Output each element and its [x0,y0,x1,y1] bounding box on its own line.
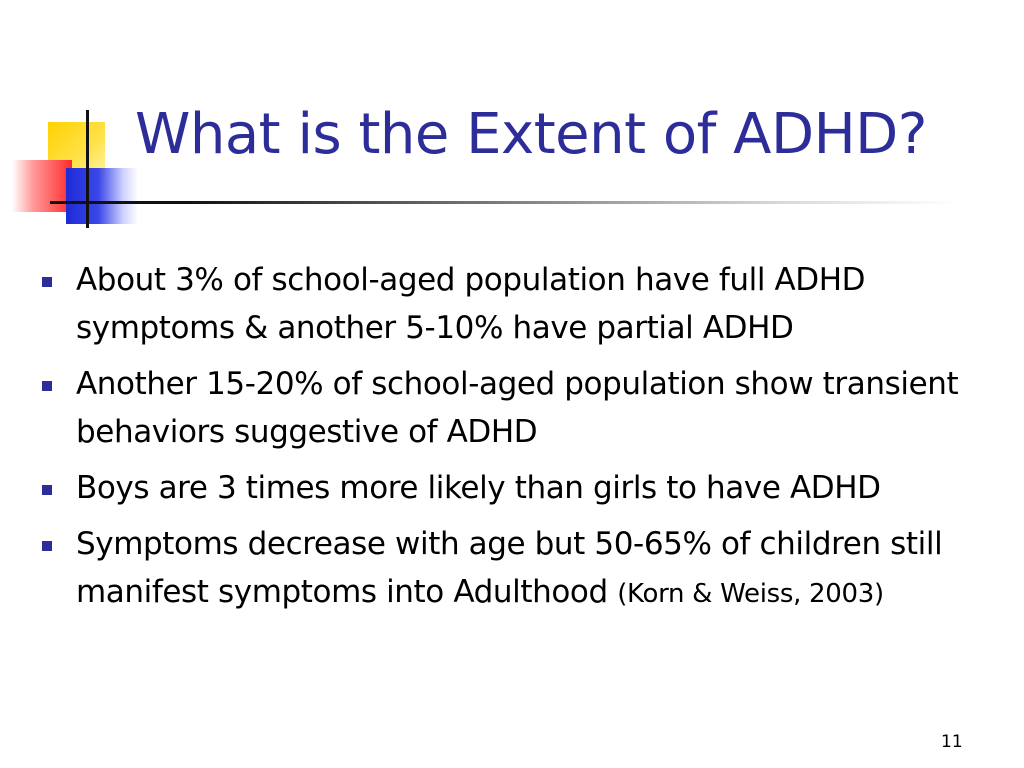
slide-logo-graphic [0,0,150,230]
square-bullet-icon [42,541,52,551]
blue-square-decoration [66,168,138,224]
bullet-text: About 3% of school-aged population have full ADHD symptoms & another 5-10% have partial ADHD [76,262,866,346]
square-bullet-icon [42,485,52,495]
bullet-text: Another 15-20% of school-aged population show transient behaviors suggestive of ADHD [76,366,959,450]
square-bullet-icon [42,277,52,287]
bullet-item [40,360,1015,456]
square-bullet-icon [42,381,52,391]
title-underline-rule [50,201,960,204]
bullet-text: Symptoms decrease with age but 50-65% of children still manifest symptoms into Adulthood [76,526,943,610]
bullet-item [40,520,1015,618]
bullet-item [40,256,1015,352]
bullet-item [40,464,1015,512]
red-square-decoration [12,160,72,212]
bullet-text: Boys are 3 times more likely than girls to have ADHD [76,470,881,506]
vertical-rule [86,110,89,228]
slide-title: What is the Extent of ADHD? [135,102,928,167]
bullet-citation: (Korn & Weiss, 2003) [617,579,884,609]
page-number: 11 [941,732,963,752]
bullet-list [40,256,1015,626]
